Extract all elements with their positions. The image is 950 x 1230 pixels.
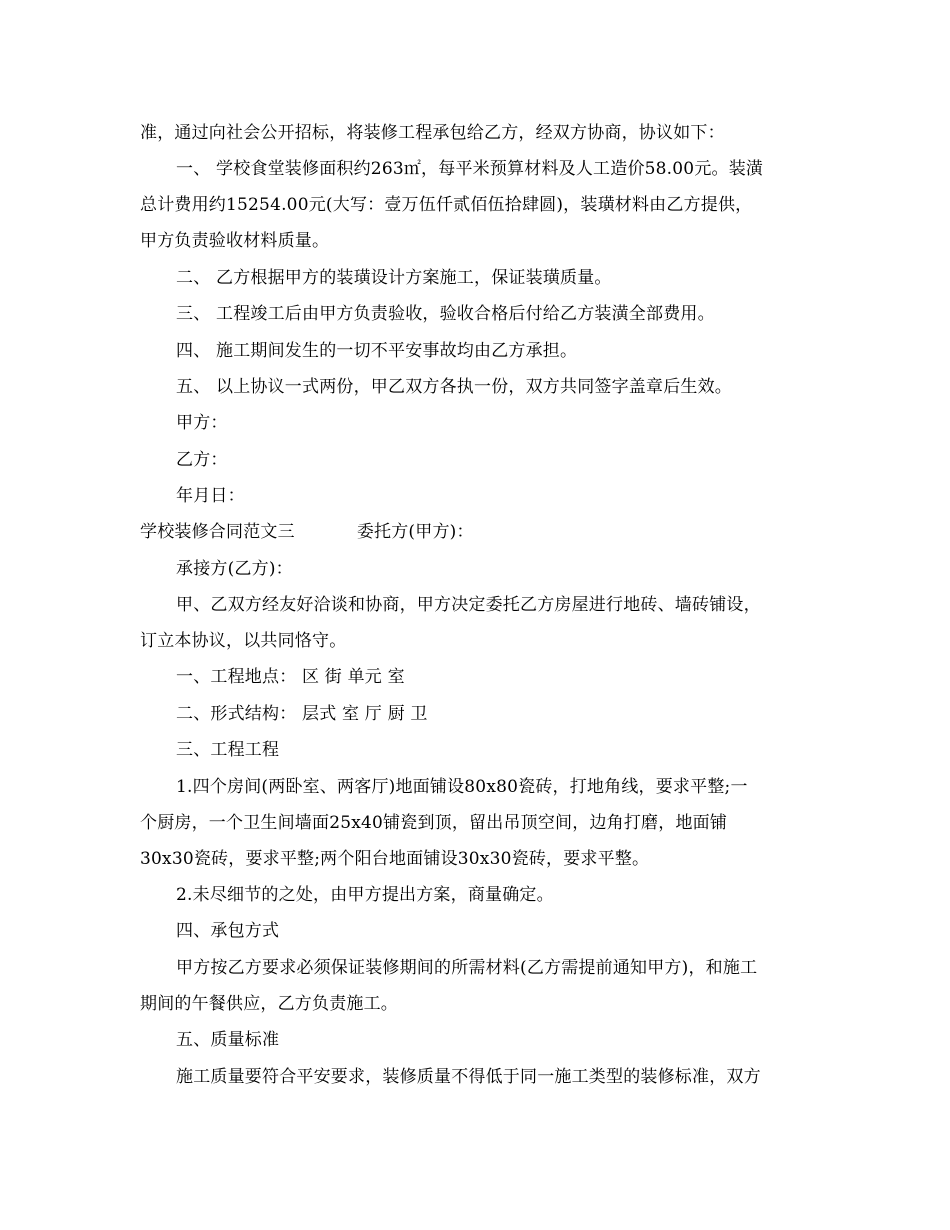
text-line: 2.未尽细节的之处，由甲方提出方案，商量确定。 — [176, 885, 554, 905]
text-line — [140, 521, 474, 543]
text-line: 施工质量要符合平安要求，装修质量不得低于同一施工类型的装修标准，双方 — [176, 1067, 761, 1087]
text-line: 五、质量标准 — [176, 1030, 280, 1050]
text-line: 四、 施工期间发生的一切不平安事故均由乙方承担。 — [176, 341, 578, 361]
text-line: 四、承包方式 — [176, 921, 280, 941]
text-line: 个厨房，一个卫生间墙面25x40铺瓷到顶，留出吊顶空间，边角打磨，地面铺 — [140, 813, 728, 833]
section-title: 学校装修合同范文三 — [140, 522, 295, 542]
text-line: 总计费用约15254.00元(大写：壹万伍仟贰佰伍拾肆圆)，装璜材料由乙方提供， — [140, 195, 753, 215]
text-line: 三、 工程竣工后由甲方负责验收，验收合格后付给乙方装潢全部费用。 — [176, 304, 715, 324]
text-line: 订立本协议，以共同恪守。 — [140, 631, 347, 651]
text-line: 二、形式结构： 层式 室 厅 厨 卫 — [176, 704, 428, 724]
text-line: 年月日： — [176, 486, 245, 506]
text-line: 30x30瓷砖，要求平整;两个阳台地面铺设30x30瓷砖，要求平整。 — [140, 849, 650, 869]
text-line: 一、工程地点： 区 街 单元 室 — [176, 667, 405, 687]
text-line: 二、 乙方根据甲方的装璜设计方案施工，保证装璜质量。 — [176, 268, 612, 288]
text-line: 准，通过向社会公开招标，将装修工程承包给乙方，经双方协商，协议如下： — [140, 123, 725, 143]
text-line: 承接方(乙方)： — [176, 559, 293, 579]
text-line: 甲方： — [176, 413, 228, 433]
text-line: 乙方： — [176, 450, 228, 470]
text-line: 甲、乙双方经友好洽谈和协商，甲方决定委托乙方房屋进行地砖、墙砖铺设， — [176, 595, 761, 615]
text-line: 1.四个房间(两卧室、两客厅)地面铺设80x80瓷砖，打地角线，要求平整;一 — [176, 777, 748, 797]
text-line: 五、 以上协议一式两份，甲乙双方各执一份，双方共同签字盖章后生效。 — [176, 377, 733, 397]
text-line: 一、 学校食堂装修面积约263㎡，每平米预算材料及人工造价58.00元。装潢 — [176, 159, 764, 179]
text-line: 甲方按乙方要求必须保证装修期间的所需材料(乙方需提前通知甲方)，和施工 — [176, 958, 758, 978]
section-subtitle: 委托方(甲方)： — [356, 522, 474, 542]
text-line: 期间的午餐供应，乙方负责施工。 — [140, 994, 398, 1014]
text-line: 三、工程工程 — [176, 740, 280, 760]
text-line: 甲方负责验收材料质量。 — [140, 231, 330, 251]
